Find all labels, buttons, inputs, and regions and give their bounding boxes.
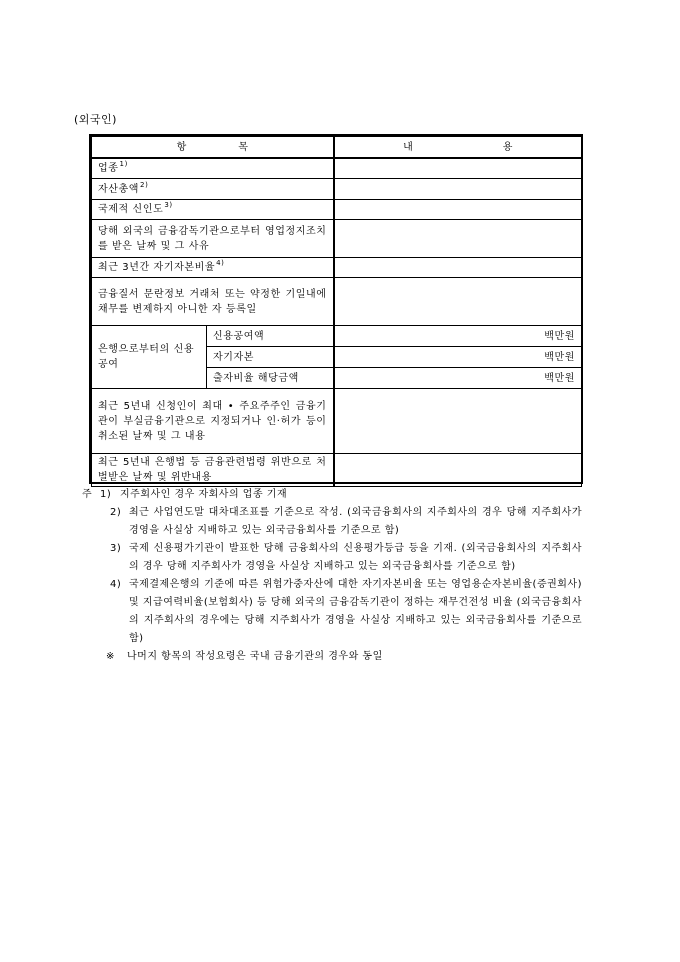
- table-row: [92, 388, 582, 453]
- footnote-number: 3): [110, 543, 122, 554]
- credit-item-label: 신용공여액: [207, 325, 334, 346]
- info-table: [91, 136, 582, 487]
- credit-item-label: 출자비율 해당금액: [207, 367, 334, 388]
- table-header-row: [92, 137, 582, 159]
- credit-item-unit: 백만원: [334, 367, 582, 388]
- footnote-item: [82, 576, 582, 648]
- credit-item-label: 자기자본: [207, 346, 334, 367]
- table-row: [92, 219, 582, 257]
- footnote-text: 최근 사업연도말 대차대조표를 기준으로 작성. (외국금융회사의 지주회사의 경우 당해 지주회사가 경영을 사실상 지배하고 있는 외국금융회사를 기준으로 함): [129, 507, 582, 536]
- reference-mark-icon: ※: [106, 651, 115, 662]
- footnotes: [82, 486, 582, 666]
- remark-text: 나머지 항목의 작성요령은 국내 금융기관의 경우와 동일: [127, 651, 383, 662]
- footnote-text: 국제결제은행의 기준에 따른 위험가중자산에 대한 자기자본비율 또는 영업용순자본비율(증권회사) 및 지급여력비율(보험회사) 등 당해 외국의 금융감독기관이 정하는 재무건전성 비율 (외국금융회사의 지주회사의 경우에는 당해 지주회사가 경영을 사실상 지배하고 있는 외국금융회사를 기준으로 함): [129, 579, 582, 644]
- header-content: 내 용: [334, 137, 582, 159]
- row-value: [334, 219, 582, 257]
- footnote-text: 지주회사인 경우 자회사의 업종 기재: [120, 489, 288, 500]
- row-value: [334, 277, 582, 325]
- row-value: [334, 453, 582, 486]
- footnote-item: [82, 486, 582, 504]
- header-item: 항 목: [92, 137, 334, 159]
- row-label-insolvent-institution: 최근 5년내 신청인이 최대 • 주요주주인 금융기관이 부실금융기관으로 지정되거나 인·허가 등이 취소된 날짜 및 그 내용: [92, 388, 334, 453]
- footnote-number: 4): [110, 579, 122, 590]
- credit-item-unit: 백만원: [334, 325, 582, 346]
- table-row: [92, 257, 582, 277]
- row-label-total-assets: 자산총액$^{2)}$: [92, 178, 334, 199]
- row-label-industry: 업종$^{1)}$: [92, 158, 334, 178]
- footnote-number: 2): [110, 507, 122, 518]
- row-value: [334, 199, 582, 219]
- row-value: [334, 178, 582, 199]
- footnote-item: [82, 540, 582, 576]
- table-row: [92, 325, 582, 346]
- row-label-suspension: 당해 외국의 금융감독기관으로부터 영업정지조치를 받은 날짜 및 그 사유: [92, 219, 334, 257]
- table-row: [92, 199, 582, 219]
- row-label-bank-credit: 은행으로부터의 신용공여: [92, 325, 207, 388]
- footnote-item: [82, 504, 582, 540]
- footnote-text: 국제 신용평가기관이 발표한 당해 금융회사의 신용평가등급 등을 기재. (외국금융회사의 지주회사의 경우 당해 지주회사가 경영을 사실상 지배하고 있는 외국금융회사를 기준으로 함): [129, 543, 582, 572]
- footnote-prefix: 주: [82, 489, 93, 500]
- footnote-number: 1): [100, 489, 112, 500]
- row-label-law-violation: 최근 5년내 은행법 등 금융관련법령 위반으로 처벌받은 날짜 및 위반내용: [92, 453, 334, 486]
- row-label-intl-credit: 국제적 신인도$^{3)}$: [92, 199, 334, 219]
- table-row: [92, 158, 582, 178]
- footnote-remark: [82, 648, 582, 666]
- table-row: [92, 277, 582, 325]
- row-value: [334, 257, 582, 277]
- row-label-default-record: 금융질서 문란정보 거래처 또는 약정한 기일내에 채무를 변제하지 아니한 자 등록일: [92, 277, 334, 325]
- row-value: [334, 158, 582, 178]
- credit-item-unit: 백만원: [334, 346, 582, 367]
- row-value: [334, 388, 582, 453]
- table-row: [92, 178, 582, 199]
- form-caption: (외국인): [74, 113, 117, 126]
- table-row: [92, 453, 582, 486]
- row-label-capital-ratio: 최근 3년간 자기자본비율$^{4)}$: [92, 257, 334, 277]
